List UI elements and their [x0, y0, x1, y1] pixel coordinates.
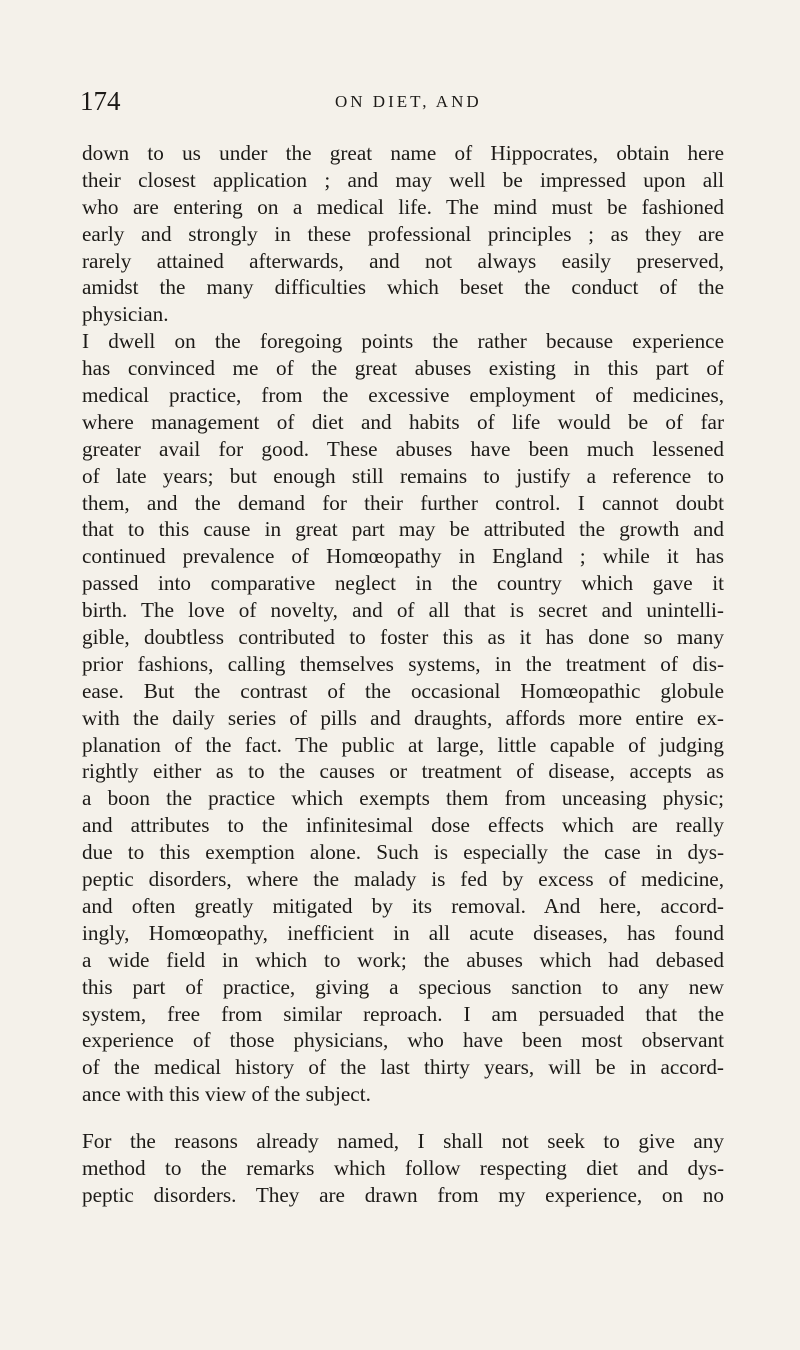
text-line: and attributes to the infinitesimal dose effects which are really [82, 813, 724, 838]
text-line: planation of the fact. The public at large, little capable of judging [82, 732, 724, 757]
text-line: ease. But the contrast of the occasional Homœopathic globule [82, 678, 724, 703]
running-title: ON DIET, AND [335, 92, 482, 111]
text-line: method to the remarks which follow respecting diet and dys- [82, 1155, 724, 1180]
text-line: this part of practice, giving a specious sanction to any new [82, 974, 724, 999]
text-line: rarely attained afterwards, and not always easily preserved, [82, 248, 724, 273]
text-line: ance with this view of the subject. [82, 1082, 371, 1107]
text-line: of the medical history of the last thirty years, will be in accord- [82, 1055, 724, 1080]
page-header [80, 86, 720, 116]
paragraph-1 [82, 140, 724, 328]
paragraph-2 [82, 328, 724, 1108]
text-line: where management of diet and habits of life would be of far [82, 409, 724, 434]
body-text [82, 140, 724, 1209]
text-line: rightly either as to the causes or treatment of disease, accepts as [82, 759, 724, 784]
text-line: I dwell on the foregoing points the rather because experience [82, 329, 724, 354]
text-line: peptic disorders. They are drawn from my experience, on no [82, 1182, 724, 1207]
text-line: gible, doubtless contributed to foster this as it has done so many [82, 625, 724, 650]
text-line: continued prevalence of Homœopathy in England ; while it has [82, 544, 724, 569]
text-line: who are entering on a medical life. The mind must be fashioned [82, 194, 724, 219]
text-line: experience of those physicians, who have been most observant [82, 1028, 724, 1053]
text-line: peptic disorders, where the malady is fed by excess of medicine, [82, 867, 724, 892]
text-line: a wide field in which to work; the abuses which had debased [82, 947, 724, 972]
text-line: down to us under the great name of Hippocrates, obtain here [82, 141, 724, 165]
text-line: passed into comparative neglect in the country which gave it [82, 571, 724, 596]
text-line: physician. [82, 302, 169, 327]
text-line: system, free from similar reproach. I am persuaded that the [82, 1001, 724, 1026]
text-line: For the reasons already named, I shall not seek to give any [82, 1129, 724, 1154]
text-line: due to this exemption alone. Such is especially the case in dys- [82, 840, 724, 865]
text-line: of late years; but enough still remains to justify a reference to [82, 463, 724, 488]
paragraph-gap [82, 1108, 724, 1128]
text-line: a boon the practice which exempts them from unceasing physic; [82, 786, 724, 811]
text-line: that to this cause in great part may be attributed the growth and [82, 517, 724, 542]
text-line: medical practice, from the excessive employment of medicines, [82, 383, 724, 408]
text-line: them, and the demand for their further control. I cannot doubt [82, 490, 724, 515]
text-line: amidst the many difficulties which beset the conduct of the [82, 275, 724, 300]
text-line: their closest application ; and may well be impressed upon all [82, 167, 724, 192]
text-line: prior fashions, calling themselves systems, in the treatment of dis- [82, 651, 724, 676]
text-line: has convinced me of the great abuses existing in this part of [82, 356, 724, 381]
paragraph-3 [82, 1128, 724, 1209]
text-line: with the daily series of pills and draughts, affords more entire ex- [82, 705, 724, 730]
page-number: 174 [80, 86, 121, 116]
text-line: birth. The love of novelty, and of all that is secret and unintelli- [82, 598, 724, 623]
text-line: early and strongly in these professional principles ; as they are [82, 221, 724, 246]
text-line: and often greatly mitigated by its removal. And here, accord- [82, 893, 724, 918]
text-line: ingly, Homœopathy, inefficient in all acute diseases, has found [82, 920, 724, 945]
text-line: greater avail for good. These abuses have been much lessened [82, 436, 724, 461]
